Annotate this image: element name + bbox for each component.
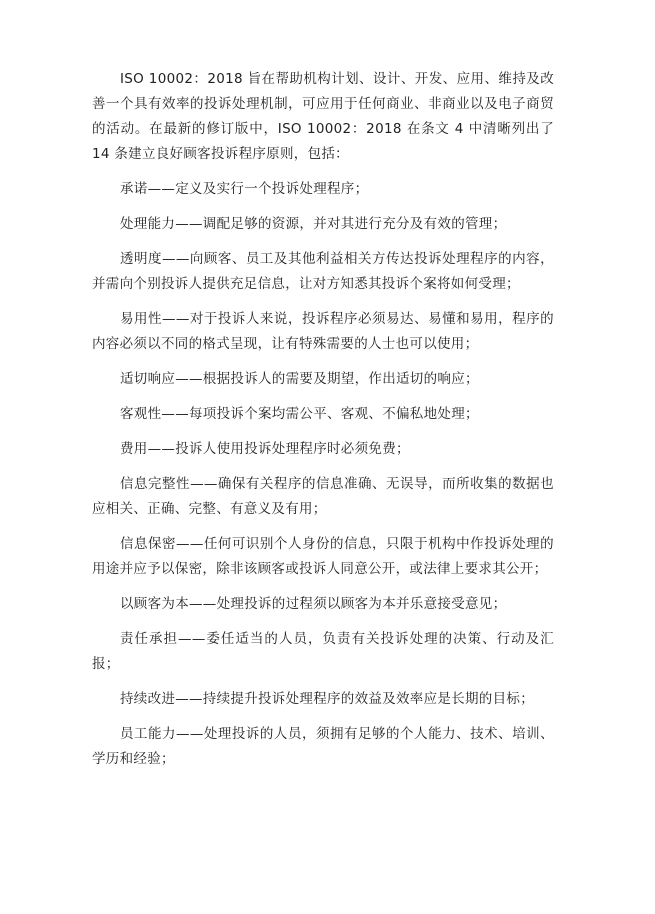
principle-continual-improvement: 持续改进——持续提升投诉处理程序的效益及效率应是长期的目标；	[120, 691, 534, 707]
principle-confidentiality: 信息保密——任何可识别个人身份的信息，只限于机构中作投诉处理的用途并应予以保密，除非该顾客或投诉人同意公开，或法律上要求其公开；	[92, 536, 554, 577]
document-body	[92, 67, 554, 772]
principle-accountability: 责任承担——委任适当的人员，负责有关投诉处理的决策、行动及汇报；	[92, 631, 554, 672]
principle-transparency: 透明度——向顾客、员工及其他利益相关方传达投诉处理程序的内容，并需向个别投诉人提供充足信息，让对方知悉其投诉个案将如何受理；	[92, 251, 554, 292]
principle-responsiveness: 适切响应——根据投诉人的需要及期望，作出适切的响应；	[120, 371, 479, 387]
principle-charges: 费用——投诉人使用投诉处理程序时必须免费；	[120, 441, 410, 457]
principle-competence: 员工能力——处理投诉的人员，须拥有足够的个人能力、技术、培训、学历和经验；	[92, 726, 554, 767]
principle-commitment: 承诺——定义及实行一个投诉处理程序；	[120, 181, 369, 197]
principle-information-integrity: 信息完整性——确保有关程序的信息准确、无误导，而所收集的数据也应相关、正确、完整、有意义及有用；	[92, 476, 554, 517]
intro-paragraph: ISO 10002：2018 旨在帮助机构计划、设计、开发、应用、维持及改善一个具有效率的投诉处理机制，可应用于任何商业、非商业以及电子商贸的活动。在最新的修订版中，ISO 10002：2018 在条文 4 中清晰列出了 14 条建立良好顾客投诉程序原则，包括：	[92, 71, 554, 162]
principle-capability: 处理能力——调配足够的资源，并对其进行充分及有效的管理；	[120, 216, 507, 232]
principle-customer-focus: 以顾客为本——处理投诉的过程须以顾客为本并乐意接受意见；	[120, 596, 507, 612]
principle-objectivity: 客观性——每项投诉个案均需公平、客观、不偏私地处理；	[120, 406, 479, 422]
principle-accessibility: 易用性——对于投诉人来说，投诉程序必须易达、易懂和易用，程序的内容必须以不同的格式呈现，让有特殊需要的人士也可以使用；	[92, 311, 554, 352]
